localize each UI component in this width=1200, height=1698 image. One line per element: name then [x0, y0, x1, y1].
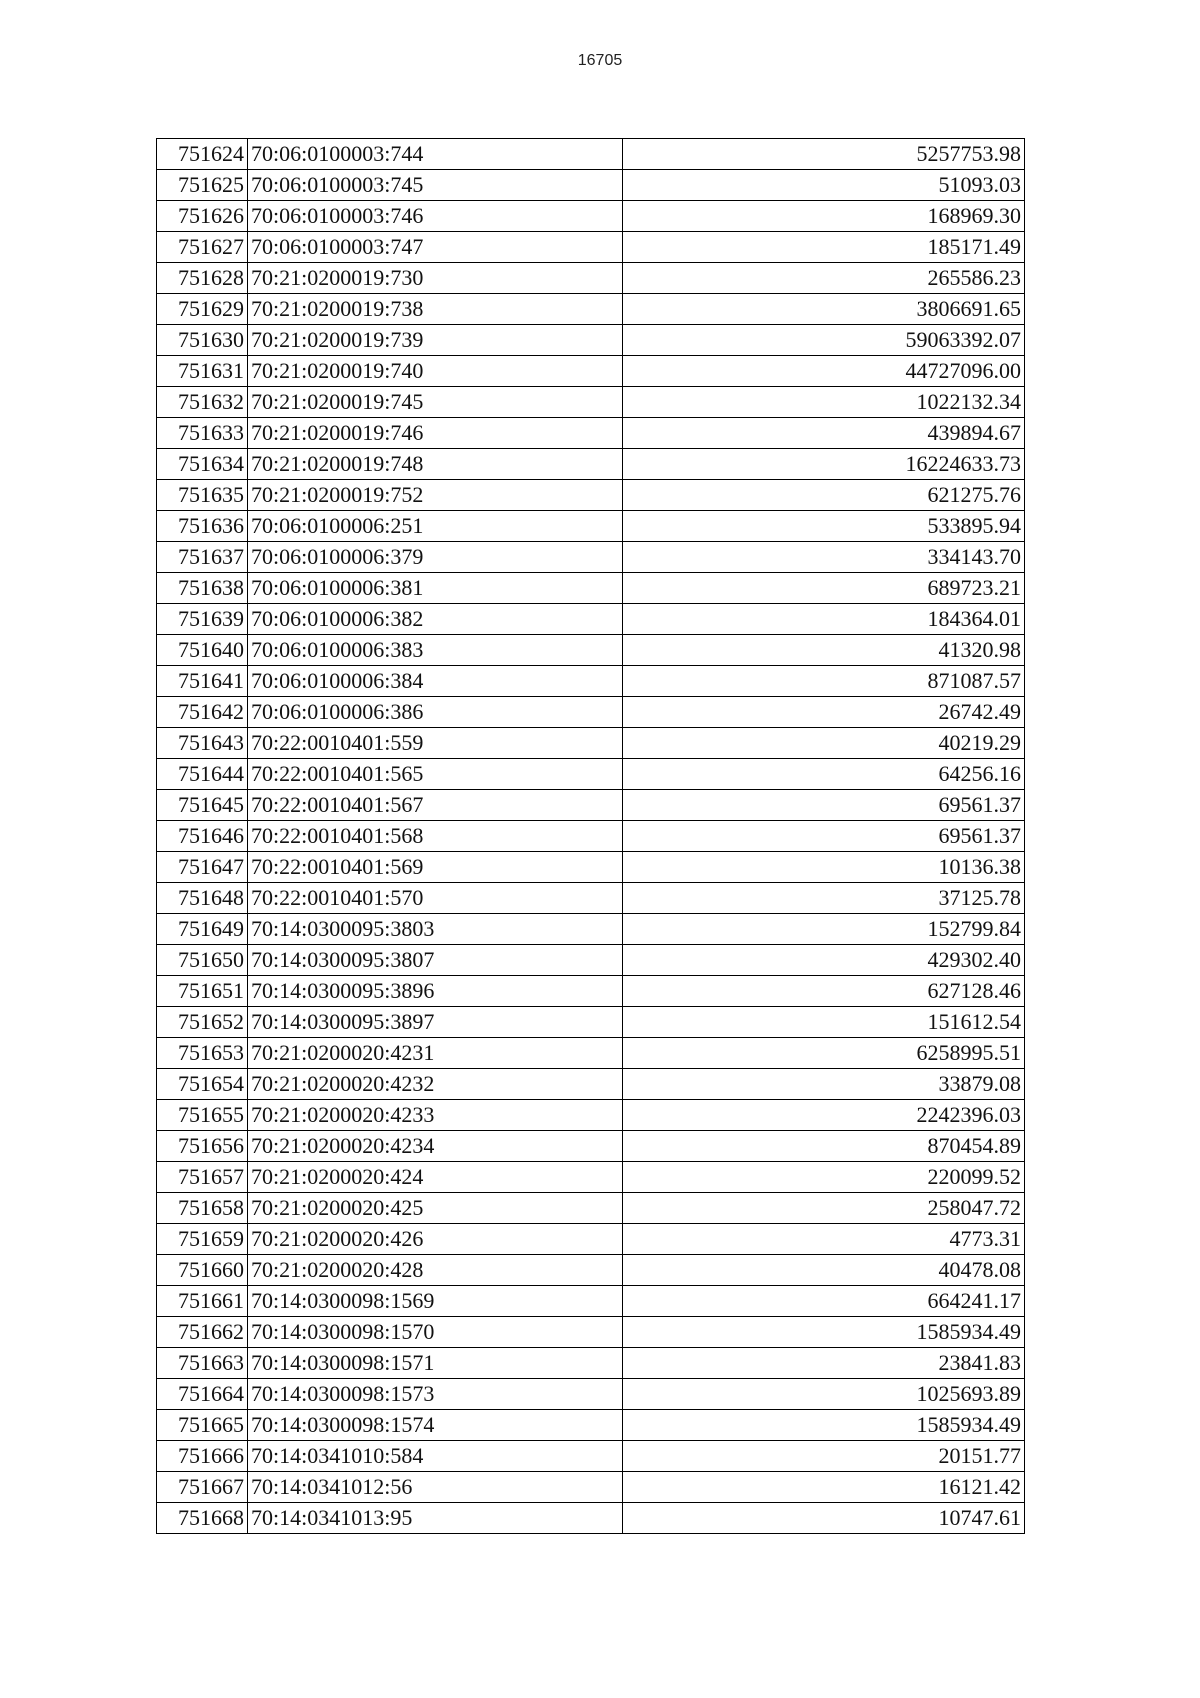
cadastral-value-cell: 151612.54 — [623, 1007, 1025, 1038]
cadastral-number-cell: 70:06:0100006:384 — [248, 666, 623, 697]
row-id-cell: 751642 — [157, 697, 248, 728]
row-id-cell: 751634 — [157, 449, 248, 480]
table-row — [157, 480, 1025, 511]
table-row — [157, 325, 1025, 356]
table-row — [157, 232, 1025, 263]
cadastral-number-cell: 70:21:0200020:426 — [248, 1224, 623, 1255]
cadastral-value-cell: 152799.84 — [623, 914, 1025, 945]
row-id-cell: 751654 — [157, 1069, 248, 1100]
cadastral-number-cell: 70:06:0100006:251 — [248, 511, 623, 542]
table-row — [157, 542, 1025, 573]
table-row — [157, 387, 1025, 418]
row-id-cell: 751647 — [157, 852, 248, 883]
cadastral-number-cell: 70:06:0100006:386 — [248, 697, 623, 728]
table-row — [157, 635, 1025, 666]
row-id-cell: 751662 — [157, 1317, 248, 1348]
cadastral-number-cell: 70:06:0100003:745 — [248, 170, 623, 201]
row-id-cell: 751628 — [157, 263, 248, 294]
row-id-cell: 751657 — [157, 1162, 248, 1193]
row-id-cell: 751665 — [157, 1410, 248, 1441]
row-id-cell: 751631 — [157, 356, 248, 387]
cadastral-number-cell: 70:14:0300098:1574 — [248, 1410, 623, 1441]
table-row — [157, 1441, 1025, 1472]
row-id-cell: 751649 — [157, 914, 248, 945]
row-id-cell: 751663 — [157, 1348, 248, 1379]
table-row — [157, 1286, 1025, 1317]
cadastral-value-cell: 10136.38 — [623, 852, 1025, 883]
table-row — [157, 666, 1025, 697]
row-id-cell: 751629 — [157, 294, 248, 325]
table-row — [157, 976, 1025, 1007]
table-row — [157, 511, 1025, 542]
cadastral-value-cell: 33879.08 — [623, 1069, 1025, 1100]
table-row — [157, 1317, 1025, 1348]
cadastral-value-cell: 3806691.65 — [623, 294, 1025, 325]
table-row — [157, 356, 1025, 387]
table-row — [157, 1503, 1025, 1534]
table-row — [157, 1472, 1025, 1503]
row-id-cell: 751655 — [157, 1100, 248, 1131]
row-id-cell: 751648 — [157, 883, 248, 914]
row-id-cell: 751646 — [157, 821, 248, 852]
row-id-cell: 751640 — [157, 635, 248, 666]
table-row — [157, 1348, 1025, 1379]
cadastral-number-cell: 70:14:0341010:584 — [248, 1441, 623, 1472]
cadastral-value-cell: 1585934.49 — [623, 1410, 1025, 1441]
cadastral-number-cell: 70:14:0300098:1571 — [248, 1348, 623, 1379]
table-row — [157, 263, 1025, 294]
table-row — [157, 1162, 1025, 1193]
cadastral-value-cell: 23841.83 — [623, 1348, 1025, 1379]
cadastral-value-table — [156, 138, 1025, 1534]
cadastral-number-cell: 70:22:0010401:569 — [248, 852, 623, 883]
table-body — [157, 139, 1025, 1534]
cadastral-number-cell: 70:06:0100003:744 — [248, 139, 623, 170]
table-row — [157, 697, 1025, 728]
row-id-cell: 751641 — [157, 666, 248, 697]
row-id-cell: 751643 — [157, 728, 248, 759]
cadastral-value-cell: 1025693.89 — [623, 1379, 1025, 1410]
cadastral-number-cell: 70:21:0200019:738 — [248, 294, 623, 325]
cadastral-number-cell: 70:21:0200019:746 — [248, 418, 623, 449]
cadastral-value-cell: 69561.37 — [623, 790, 1025, 821]
cadastral-number-cell: 70:14:0300098:1569 — [248, 1286, 623, 1317]
cadastral-number-cell: 70:14:0300095:3803 — [248, 914, 623, 945]
table-row — [157, 170, 1025, 201]
cadastral-number-cell: 70:21:0200020:425 — [248, 1193, 623, 1224]
row-id-cell: 751658 — [157, 1193, 248, 1224]
row-id-cell: 751645 — [157, 790, 248, 821]
row-id-cell: 751637 — [157, 542, 248, 573]
cadastral-number-cell: 70:22:0010401:568 — [248, 821, 623, 852]
table-row — [157, 1193, 1025, 1224]
cadastral-number-cell: 70:21:0200020:428 — [248, 1255, 623, 1286]
cadastral-value-cell: 2242396.03 — [623, 1100, 1025, 1131]
row-id-cell: 751664 — [157, 1379, 248, 1410]
row-id-cell: 751667 — [157, 1472, 248, 1503]
table-row — [157, 914, 1025, 945]
cadastral-value-cell: 871087.57 — [623, 666, 1025, 697]
cadastral-value-cell: 220099.52 — [623, 1162, 1025, 1193]
table-row — [157, 1131, 1025, 1162]
cadastral-value-cell: 16121.42 — [623, 1472, 1025, 1503]
row-id-cell: 751630 — [157, 325, 248, 356]
cadastral-number-cell: 70:06:0100006:382 — [248, 604, 623, 635]
cadastral-number-cell: 70:14:0300098:1570 — [248, 1317, 623, 1348]
cadastral-number-cell: 70:21:0200019:740 — [248, 356, 623, 387]
row-id-cell: 751625 — [157, 170, 248, 201]
table-row — [157, 604, 1025, 635]
row-id-cell: 751668 — [157, 1503, 248, 1534]
cadastral-value-cell: 59063392.07 — [623, 325, 1025, 356]
cadastral-value-cell: 1022132.34 — [623, 387, 1025, 418]
table-row — [157, 573, 1025, 604]
cadastral-value-cell: 64256.16 — [623, 759, 1025, 790]
row-id-cell: 751633 — [157, 418, 248, 449]
cadastral-value-cell: 26742.49 — [623, 697, 1025, 728]
row-id-cell: 751653 — [157, 1038, 248, 1069]
row-id-cell: 751656 — [157, 1131, 248, 1162]
table-row — [157, 449, 1025, 480]
row-id-cell: 751627 — [157, 232, 248, 263]
table-row — [157, 1224, 1025, 1255]
table-row — [157, 852, 1025, 883]
cadastral-value-cell: 51093.03 — [623, 170, 1025, 201]
cadastral-value-cell: 533895.94 — [623, 511, 1025, 542]
cadastral-number-cell: 70:06:0100006:379 — [248, 542, 623, 573]
cadastral-number-cell: 70:22:0010401:565 — [248, 759, 623, 790]
table-row — [157, 883, 1025, 914]
cadastral-number-cell: 70:21:0200019:730 — [248, 263, 623, 294]
row-id-cell: 751635 — [157, 480, 248, 511]
table-row — [157, 1100, 1025, 1131]
table-row — [157, 1007, 1025, 1038]
row-id-cell: 751624 — [157, 139, 248, 170]
table-row — [157, 1379, 1025, 1410]
table-row — [157, 1038, 1025, 1069]
cadastral-value-cell: 6258995.51 — [623, 1038, 1025, 1069]
cadastral-value-cell: 265586.23 — [623, 263, 1025, 294]
cadastral-number-cell: 70:21:0200020:4234 — [248, 1131, 623, 1162]
row-id-cell: 751644 — [157, 759, 248, 790]
cadastral-number-cell: 70:14:0341012:56 — [248, 1472, 623, 1503]
row-id-cell: 751666 — [157, 1441, 248, 1472]
page-number: 16705 — [577, 52, 623, 69]
cadastral-value-cell: 20151.77 — [623, 1441, 1025, 1472]
table-row — [157, 945, 1025, 976]
cadastral-value-cell: 69561.37 — [623, 821, 1025, 852]
cadastral-value-cell: 185171.49 — [623, 232, 1025, 263]
cadastral-number-cell: 70:21:0200020:4231 — [248, 1038, 623, 1069]
row-id-cell: 751632 — [157, 387, 248, 418]
cadastral-value-cell: 40478.08 — [623, 1255, 1025, 1286]
cadastral-value-cell: 689723.21 — [623, 573, 1025, 604]
cadastral-number-cell: 70:22:0010401:570 — [248, 883, 623, 914]
cadastral-number-cell: 70:21:0200019:739 — [248, 325, 623, 356]
row-id-cell: 751639 — [157, 604, 248, 635]
cadastral-value-cell: 1585934.49 — [623, 1317, 1025, 1348]
cadastral-value-cell: 334143.70 — [623, 542, 1025, 573]
row-id-cell: 751650 — [157, 945, 248, 976]
table-row — [157, 728, 1025, 759]
cadastral-value-cell: 621275.76 — [623, 480, 1025, 511]
cadastral-value-cell: 10747.61 — [623, 1503, 1025, 1534]
table-row — [157, 790, 1025, 821]
table-row — [157, 821, 1025, 852]
cadastral-value-cell: 168969.30 — [623, 201, 1025, 232]
cadastral-number-cell: 70:06:0100006:381 — [248, 573, 623, 604]
cadastral-number-cell: 70:21:0200019:745 — [248, 387, 623, 418]
table-row — [157, 201, 1025, 232]
cadastral-value-cell: 258047.72 — [623, 1193, 1025, 1224]
row-id-cell: 751661 — [157, 1286, 248, 1317]
cadastral-value-cell: 44727096.00 — [623, 356, 1025, 387]
row-id-cell: 751651 — [157, 976, 248, 1007]
cadastral-number-cell: 70:06:0100003:746 — [248, 201, 623, 232]
row-id-cell: 751626 — [157, 201, 248, 232]
cadastral-value-cell: 4773.31 — [623, 1224, 1025, 1255]
cadastral-number-cell: 70:21:0200020:4232 — [248, 1069, 623, 1100]
cadastral-value-cell: 627128.46 — [623, 976, 1025, 1007]
table-row — [157, 1069, 1025, 1100]
row-id-cell: 751638 — [157, 573, 248, 604]
cadastral-number-cell: 70:14:0300095:3896 — [248, 976, 623, 1007]
cadastral-value-cell: 40219.29 — [623, 728, 1025, 759]
cadastral-number-cell: 70:21:0200019:748 — [248, 449, 623, 480]
cadastral-value-cell: 184364.01 — [623, 604, 1025, 635]
cadastral-number-cell: 70:14:0300098:1573 — [248, 1379, 623, 1410]
cadastral-value-cell: 429302.40 — [623, 945, 1025, 976]
cadastral-value-cell: 16224633.73 — [623, 449, 1025, 480]
cadastral-number-cell: 70:06:0100003:747 — [248, 232, 623, 263]
table-row — [157, 1255, 1025, 1286]
cadastral-number-cell: 70:22:0010401:559 — [248, 728, 623, 759]
cadastral-value-cell: 664241.17 — [623, 1286, 1025, 1317]
row-id-cell: 751660 — [157, 1255, 248, 1286]
cadastral-number-cell: 70:14:0300095:3807 — [248, 945, 623, 976]
row-id-cell: 751652 — [157, 1007, 248, 1038]
cadastral-number-cell: 70:21:0200020:4233 — [248, 1100, 623, 1131]
cadastral-value-cell: 870454.89 — [623, 1131, 1025, 1162]
cadastral-value-cell: 41320.98 — [623, 635, 1025, 666]
row-id-cell: 751659 — [157, 1224, 248, 1255]
table-row — [157, 294, 1025, 325]
cadastral-value-cell: 5257753.98 — [623, 139, 1025, 170]
table-row — [157, 139, 1025, 170]
cadastral-number-cell: 70:14:0300095:3897 — [248, 1007, 623, 1038]
cadastral-value-cell: 439894.67 — [623, 418, 1025, 449]
cadastral-value-cell: 37125.78 — [623, 883, 1025, 914]
cadastral-number-cell: 70:22:0010401:567 — [248, 790, 623, 821]
cadastral-number-cell: 70:21:0200020:424 — [248, 1162, 623, 1193]
cadastral-number-cell: 70:14:0341013:95 — [248, 1503, 623, 1534]
cadastral-number-cell: 70:06:0100006:383 — [248, 635, 623, 666]
table-row — [157, 418, 1025, 449]
row-id-cell: 751636 — [157, 511, 248, 542]
cadastral-number-cell: 70:21:0200019:752 — [248, 480, 623, 511]
table-row — [157, 759, 1025, 790]
table-row — [157, 1410, 1025, 1441]
